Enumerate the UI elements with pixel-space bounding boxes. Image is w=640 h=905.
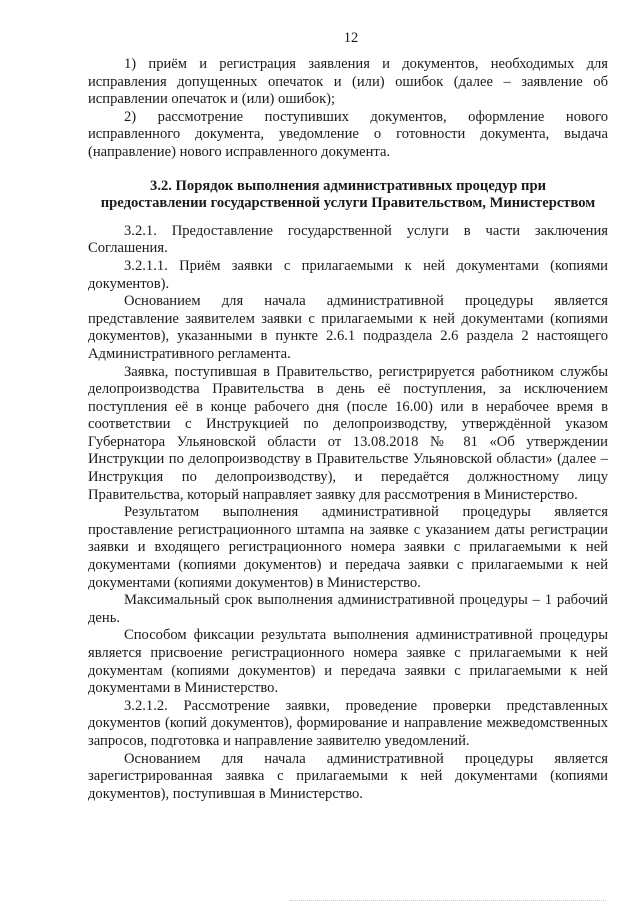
paragraph-3-2-1-2: 3.2.1.2. Рассмотрение заявки, проведение проверки представленных документов (копий документов), формирование и направление межведомственных запросов, подготовка и направление заявителю уведомлений. (88, 697, 608, 749)
paragraph-3-2-1-1: 3.2.1.1. Приём заявки с прилагаемыми к ней документами (копиями документов). (88, 257, 608, 292)
section-heading-line-2: предоставлении государственной услуги Правительством, Министерством (100, 195, 596, 212)
paragraph-3-2-1: 3.2.1. Предоставление государственной услуги в части заключения Соглашения. (88, 222, 608, 257)
page-number: 12 (343, 30, 359, 46)
paragraph-registration: Заявка, поступившая в Правительство, регистрируется работником службы делопроизводства Правительства в день её поступления, за исключением поступления её в конце рабочего дня (после 16.00) или в нерабочее время в соответствии с Инструкцией по делопроизводству, утверждённой указом Губернатора Ульяновской области от 13.08.2018 № 81 «Об утверждении Инструкции по делопроизводству в Правительстве Ульяновской области» (далее – Инструкция по делопроизводству), и передаётся должностному лицу Правительства, который направляет заявку для рассмотрения в Министерство. (88, 363, 608, 503)
list-item-1: 1) приём и регистрация заявления и документов, необходимых для исправления допущенных опечаток и (или) ошибок (далее – заявление об исправлении опечаток и (или) ошибок); (88, 56, 608, 108)
section-heading (88, 178, 608, 213)
paragraph-max-term: Максимальный срок выполнения административной процедуры – 1 рабочий день. (88, 592, 608, 626)
paragraph-basis-2: Основанием для начала административной процедуры является зарегистрированная заявка с прилагаемыми к ней документами (копиями документов), поступившая в Министерство. (88, 750, 608, 802)
page-bottom-edge (290, 898, 606, 901)
paragraph-result: Результатом выполнения административной процедуры является проставление регистрационного штампа на заявке с указанием даты регистрации заявки и входящего регистрационного номера заявки с прилагаемыми к ней документами (копиями документов) и передача заявки с прилагаемыми к ней документами (копиями документов) в Министерство. (88, 504, 608, 591)
section-heading-line-1: 3.2. Порядок выполнения административных процедур при (150, 177, 546, 194)
list-item-2: 2) рассмотрение поступивших документов, оформление нового исправленного документа, уведомление о готовности документа, выдача (направление) нового исправленного документа. (88, 108, 608, 160)
paragraph-fixation: Способом фиксации результата выполнения административной процедуры является присвоение регистрационного номера заявке с прилагаемыми к ней документам (копиями документов) и передача заявки с прилагаемыми к ней документами в Министерство. (88, 627, 608, 697)
paragraph-basis-1: Основанием для начала административной процедуры является представление заявителем заявки с прилагаемыми к ней документами (копиями документов), указанными в пункте 2.6.1 подраздела 2.6 раздела 2 настоящего Административного регламента. (88, 293, 608, 362)
